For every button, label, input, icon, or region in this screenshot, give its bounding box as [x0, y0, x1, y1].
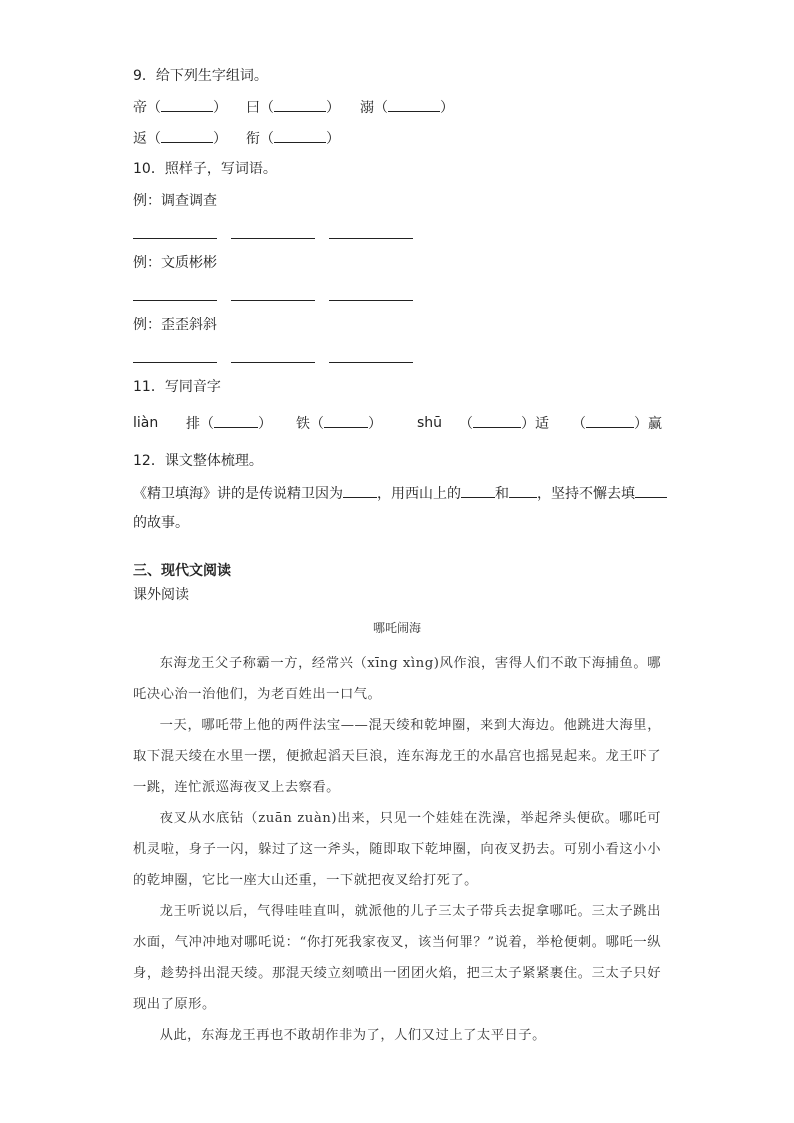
- answer-line[interactable]: [329, 300, 413, 301]
- q9-item: 帝（ ）: [133, 97, 227, 118]
- answer-line[interactable]: [231, 300, 315, 301]
- story-paragraph: 一天，哪吒带上他的两件法宝——混天绫和乾坤圈，来到大海边。他跳进大海里，取下混天绫在水里一摆，便掀起滔天巨浪，连东海龙王的水晶宫也摇晃起来。龙王吓了一跳，连忙派巡海夜叉上去察看。: [133, 718, 661, 795]
- q10-example-3: 例：歪歪斜斜: [133, 317, 217, 333]
- answer-blank[interactable]: [388, 97, 440, 112]
- q10-title: 10．照样子，写词语。: [133, 161, 277, 177]
- story-paragraph: 从此，东海龙王再也不敢胡作非为了，人们又过上了太平日子。: [159, 1028, 546, 1043]
- q9-item: 衔（ ）: [246, 128, 340, 149]
- answer-blank[interactable]: [461, 483, 495, 498]
- answer-blank[interactable]: [161, 97, 213, 112]
- answer-line[interactable]: [231, 362, 315, 363]
- answer-blank[interactable]: [161, 128, 213, 143]
- story-paragraph: 夜叉从水底钻（zuān zuàn)出来，只见一个娃娃在洗澡，举起斧头便砍。哪吒可机灵啦，身子一闪，躲过了这一斧头，随即取下乾坤圈，向夜叉扔去。可别小看这小小的乾坤圈，它比一座大山还重，一下就把夜叉给打死了。: [133, 811, 661, 888]
- answer-blank[interactable]: [635, 483, 667, 498]
- q9-item: 返（ ）: [133, 128, 227, 149]
- answer-line[interactable]: [133, 238, 217, 239]
- pinyin-label: shū: [417, 415, 443, 431]
- answer-line[interactable]: [133, 300, 217, 301]
- answer-blank[interactable]: [586, 413, 634, 428]
- answer-line[interactable]: [329, 362, 413, 363]
- section-heading: 三、现代文阅读: [133, 563, 231, 579]
- answer-blank[interactable]: [473, 413, 521, 428]
- answer-blank[interactable]: [274, 97, 326, 112]
- pinyin-label: liàn: [133, 415, 159, 431]
- q9-item: 曰（ ）: [246, 97, 340, 118]
- answer-blank[interactable]: [343, 483, 377, 498]
- q9-title: 9．给下列生字组词。: [133, 68, 268, 84]
- q12-title: 12．课文整体梳理。: [133, 453, 263, 469]
- answer-blank[interactable]: [274, 128, 326, 143]
- q11-item: （ ）赢: [572, 413, 662, 434]
- q11-item: 排（ ）: [186, 413, 272, 434]
- section-subheading: 课外阅读: [133, 587, 189, 603]
- answer-blank[interactable]: [214, 413, 258, 428]
- story-paragraph: 东海龙王父子称霸一方，经常兴（xīng xìng)风作浪，害得人们不敢下海捕鱼。哪吒决心治一治他们，为老百姓出一口气。: [133, 656, 661, 702]
- answer-line[interactable]: [231, 238, 315, 239]
- answer-blank[interactable]: [324, 413, 368, 428]
- story-body: [133, 648, 661, 1051]
- answer-line[interactable]: [329, 238, 413, 239]
- q11-item: 铁（ ）: [296, 413, 382, 434]
- q12-line-1: 《精卫填海》讲的是传说精卫因为 ，用西山上的 和 ，坚持不懈去填: [133, 483, 667, 504]
- q11-title: 11．写同音字: [133, 379, 221, 395]
- q9-item: 溺（ ）: [360, 97, 454, 118]
- q11-item: （ ）适: [459, 413, 549, 434]
- story-paragraph: 龙王听说以后，气得哇哇直叫，就派他的儿子三太子带兵去捉拿哪吒。三太子跳出水面，气冲冲地对哪吒说：“你打死我家夜叉，该当何罪？”说着，举枪便刺。哪吒一纵身，趁势抖出混天绫。那混天绫立刻喷出一团团火焰，把三太子紧紧裹住。三太子只好现出了原形。: [133, 904, 661, 1012]
- q10-example-1: 例：调查调查: [133, 193, 217, 209]
- q10-example-2: 例：文质彬彬: [133, 255, 217, 271]
- q12-line-2: 的故事。: [133, 515, 189, 531]
- answer-blank[interactable]: [509, 483, 537, 498]
- story-title: 哪吒闹海: [372, 621, 421, 635]
- answer-line[interactable]: [133, 362, 217, 363]
